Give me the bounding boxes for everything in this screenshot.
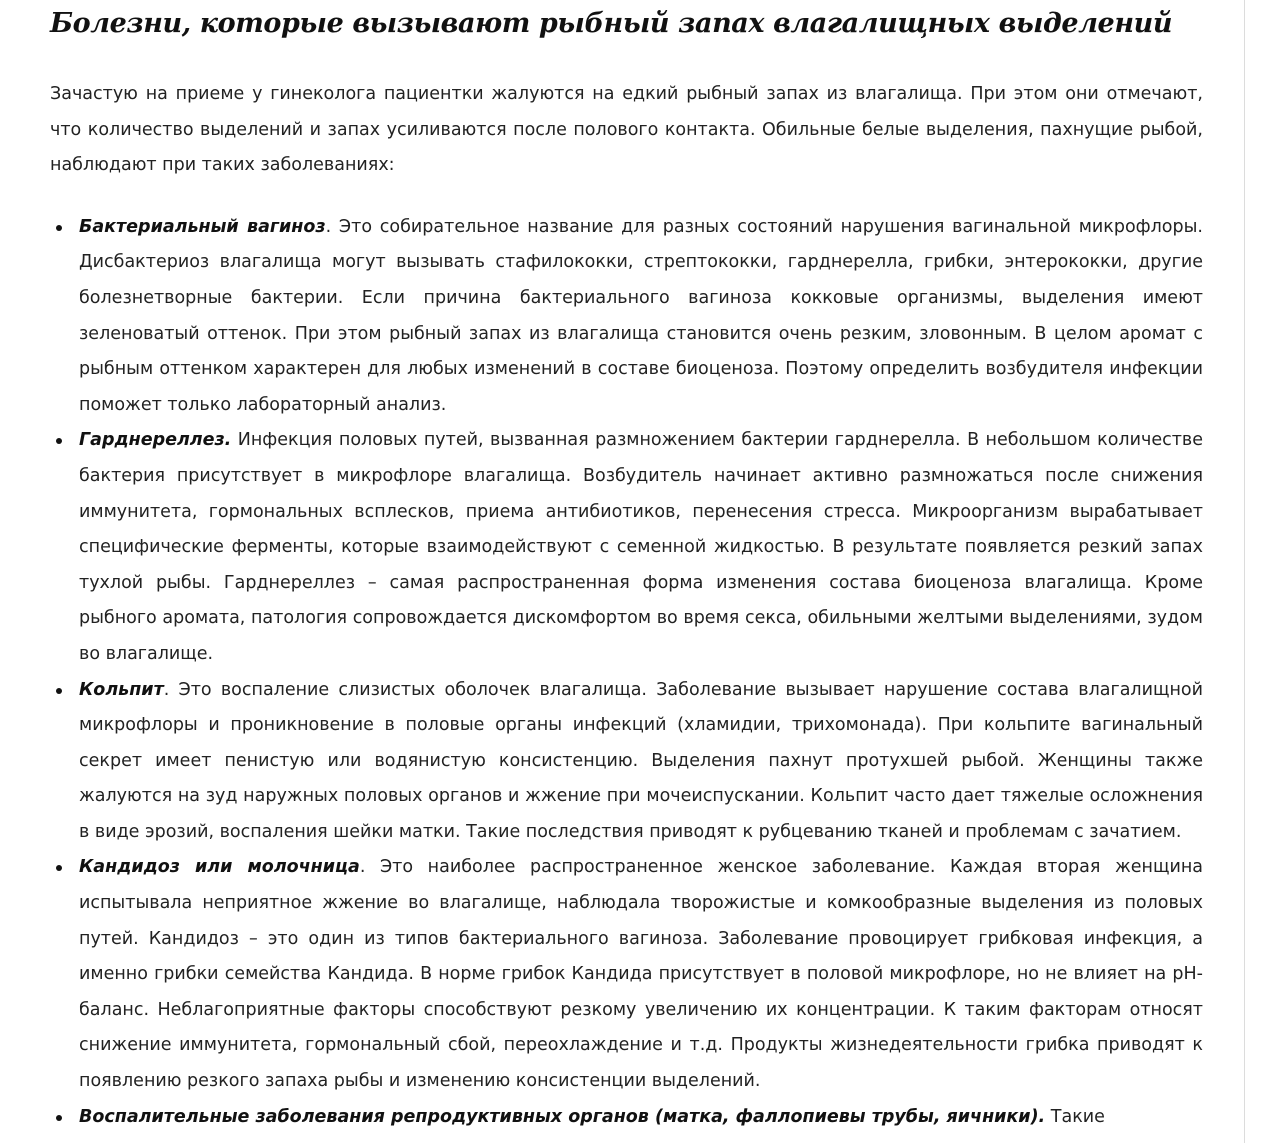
list-item	[79, 673, 1203, 851]
disease-term: Воспалительные заболевания репродуктивных органов (матка, фаллопиевы трубы, яичники).	[79, 1106, 1046, 1127]
list-item	[79, 210, 1203, 424]
disease-term: Кандидоз или молочница	[79, 857, 360, 878]
list-item	[79, 1100, 1203, 1136]
disease-description: . Это воспаление слизистых оболочек влагалища. Заболевание вызывает нарушение состава влагалищной микрофлоры и проникновение в половые органы инфекций (хламидии, трихомонада). При кольпите вагинальный секрет имеет пенистую или водянистую консистенцию. Выделения пахнут протухшей рыбой. Женщины также жалуются на зуд наружных половых органов и жжение при мочеиспускании. Кольпит часто дает тяжелые осложнения в виде эрозий, воспаления шейки матки. Такие последствия приводят к рубцеванию тканей и проблемам с зачатием.	[79, 679, 1203, 842]
intro-paragraph: Зачастую на приеме у гинеколога пациентки жалуются на едкий рыбный запах из влагалища. При этом они отмечают, что количество выделений и запах усиливаются после полового контакта. Обильные белые выделения, пахнущие рыбой, наблюдают при таких заболеваниях:	[50, 84, 1203, 176]
article-title: Болезни, которые вызывают рыбный запах влагалищных выделений	[50, 8, 1173, 39]
disease-description: . Это собирательное название для разных состояний нарушения вагинальной микрофлоры. Дисбактериоз влагалища могут вызывать стафилококки, стрептококки, гарднерелла, грибки, энтерококки, другие болезнетворные бактерии. Если причина бактериального вагиноза кокковые организмы, выделения имеют зеленоватый оттенок. При этом рыбный запах из влагалища становится очень резким, зловонным. В целом аромат с рыбным оттенком характерен для любых изменений в составе биоценоза. Поэтому определить возбудителя инфекции поможет только лабораторный анализ.	[79, 216, 1203, 415]
disease-list	[50, 210, 1203, 1135]
disease-description: . Это наиболее распространенное женское заболевание. Каждая вторая женщина испытывала неприятное жжение во влагалище, наблюдала творожистые и комкообразные выделения из половых путей. Кандидоз – это один из типов бактериального вагиноза. Заболевание провоцирует грибковая инфекция, а именно грибки семейства Кандида. В норме грибок Кандида присутствует в половой микрофлоре, но не влияет на pH-баланс. Неблагоприятные факторы способствуют резкому увеличению их концентрации. К таким факторам относят снижение иммунитета, гормональный сбой, переохлаждение и т.д. Продукты жизнедеятельности грибка приводят к появлению резкого запаха рыбы и изменению консистенции выделений.	[79, 857, 1203, 1092]
article	[50, 0, 1203, 1135]
list-item	[79, 850, 1203, 1099]
list-item	[79, 423, 1203, 672]
disease-term: Кольпит	[79, 679, 164, 700]
page-edge-divider	[1244, 0, 1245, 1143]
disease-term: Бактериальный вагиноз	[79, 216, 326, 237]
disease-description: Инфекция половых путей, вызванная размножением бактерии гарднерелла. В небольшом количестве бактерия присутствует в микрофлоре влагалища. Возбудитель начинает активно размножаться после снижения иммунитета, гормональных всплесков, приема антибиотиков, перенесения стресса. Микроорганизм вырабатывает специфические ферменты, которые взаимодействуют с семенной жидкостью. В результате появляется резкий запах тухлой рыбы. Гарднереллез – самая распространенная форма изменения состава биоценоза влагалища. Кроме рыбного аромата, патология сопровождается дискомфортом во время секса, обильными желтыми выделениями, зудом во влагалище.	[79, 430, 1203, 664]
disease-term: Гарднереллез.	[79, 430, 232, 451]
disease-description: Такие	[1045, 1106, 1105, 1127]
